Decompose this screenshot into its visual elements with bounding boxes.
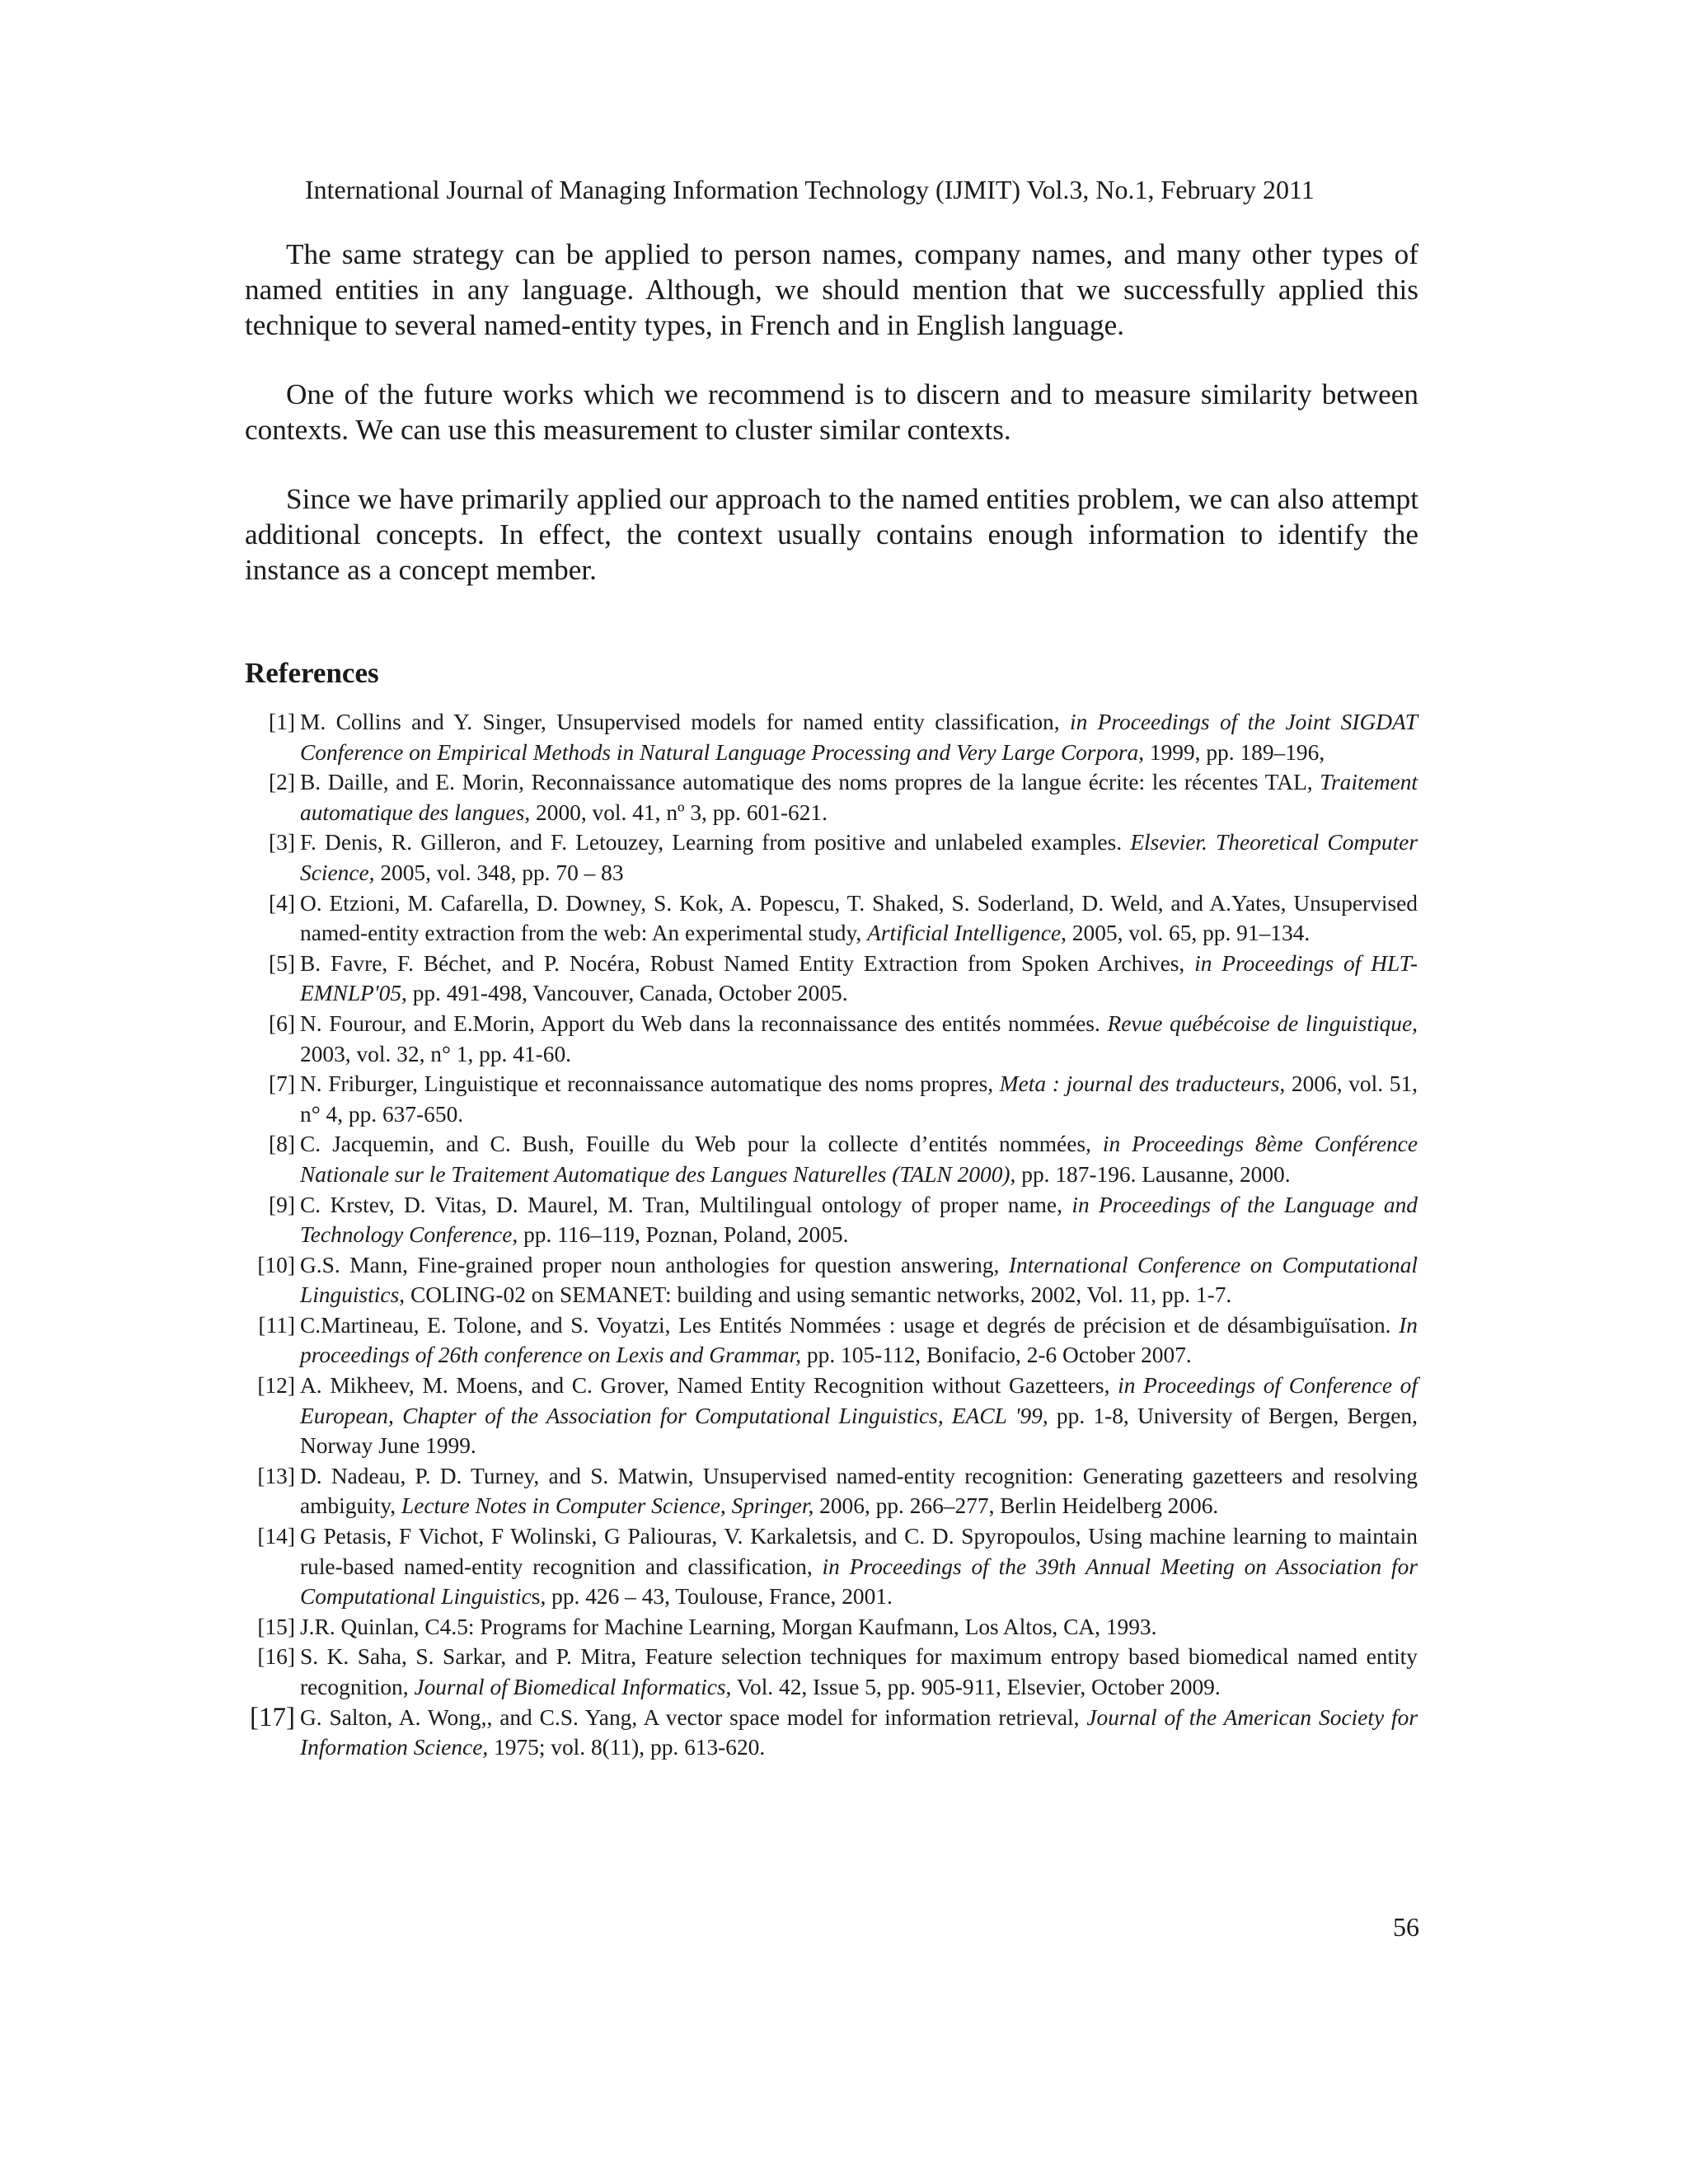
reference-item: [0, 949, 1418, 1009]
reference-details: , 2000, vol. 41, nº 3, pp. 601-621.: [524, 799, 828, 825]
paragraph-text: Since we have primarily applied our approach to the named entities problem, we can also attempt additional concepts. In effect, the context usually contains enough information to identify the instance as a concept member.: [245, 483, 1418, 586]
reference-number: [3]: [269, 830, 295, 855]
reference-details: , 2005, vol. 65, pp. 91–134.: [1061, 921, 1311, 946]
reference-venue: Traitement automatique des langues: [300, 770, 1418, 825]
reference-item: [0, 1129, 1418, 1189]
reference-text: O. Etzioni, M. Cafarella, D. Downey, S. Kok, A. Popescu, T. Shaked, S. Soderland, D. Weld, and A.Yates, Unsupervised named-entity extraction from the web: An experimental study,: [300, 890, 1418, 946]
reference-item: [0, 1250, 1418, 1310]
reference-item: [0, 1310, 1418, 1371]
reference-number: [4]: [269, 890, 295, 916]
reference-item: [0, 1190, 1418, 1250]
reference-number: [11]: [258, 1312, 295, 1338]
paragraph-text: One of the future works which we recommend is to discern and to measure similarity between contexts. We can use this measurement to cluster similar contexts.: [245, 378, 1418, 446]
page-number: 56: [1393, 1912, 1419, 1942]
reference-details: pp. 105-112, Bonifacio, 2-6 October 2007.: [801, 1343, 1192, 1368]
reference-details: , Vol. 42, Issue 5, pp. 905-911, Elsevier, October 2009.: [725, 1675, 1221, 1699]
reference-text: F. Denis, R. Gilleron, and F. Letouzey, Learning from positive and unlabeled examples.: [300, 830, 1131, 855]
reference-venue: Meta : journal des traducteurs,: [999, 1071, 1286, 1097]
reference-details: pp. 1-8, University of Bergen, Bergen, Norway June 1999.: [300, 1403, 1418, 1459]
reference-text: A. Mikheev, M. Moens, and C. Grover, Named Entity Recognition without Gazetteers,: [300, 1373, 1118, 1399]
reference-number: [1]: [269, 710, 295, 734]
reference-text: B. Favre, F. Béchet, and P. Nocéra, Robust Named Entity Extraction from Spoken Archives,: [300, 950, 1195, 976]
reference-text: M. Collins and Y. Singer, Unsupervised models for named entity classification,: [300, 710, 1070, 734]
reference-text: S. K. Saha, S. Sarkar, and P. Mitra, Feature selection techniques for maximum entropy based biomedical named entity recognition,: [300, 1644, 1418, 1699]
reference-text: B. Daille, and E. Morin, Reconnaissance automatique des noms propres de la langue écrite: les récentes TAL,: [300, 770, 1320, 795]
reference-item: [0, 1371, 1418, 1461]
reference-venue: Artificial Intelligence: [867, 921, 1062, 946]
reference-number: [10]: [257, 1252, 295, 1277]
reference-item: [0, 888, 1418, 949]
reference-item: [0, 707, 1418, 767]
reference-text: C.Martineau, E. Tolone, and S. Voyatzi, Les Entités Nommées : usage et degrés de précision et de désambiguïsation.: [300, 1312, 1400, 1338]
reference-item: [0, 1009, 1418, 1069]
reference-venue: , in Proceedings 8ème Conférence Nationale sur le Traitement Automatique des Langues Naturelles (TALN 2000): [300, 1132, 1418, 1187]
reference-venue: Journal of the American Society for Information Science,: [300, 1704, 1418, 1760]
reference-details: 2005, vol. 348, pp. 70 – 83: [374, 860, 624, 885]
reference-text: G Petasis, F Vichot, F Wolinski, G Paliouras, V. Karkaletsis, and C. D. Spyropoulos, Using machine learning to maintain rule-based named-entity recognition and classification,: [300, 1524, 1418, 1579]
body-paragraph: [245, 237, 1418, 343]
reference-text: N. Friburger, Linguistique et reconnaissance automatique des noms propres,: [300, 1071, 1000, 1097]
reference-item: [0, 767, 1418, 827]
reference-number: [9]: [269, 1192, 295, 1217]
reference-details: 2003, vol. 32, n° 1, pp. 41-60.: [300, 1041, 571, 1066]
reference-item: [0, 827, 1418, 888]
body-paragraph: [245, 481, 1418, 588]
reference-text: G. Salton, A. Wong,, and C.S. Yang, A vector space model for information retrieval,: [300, 1704, 1087, 1730]
reference-number: [15]: [257, 1614, 295, 1639]
reference-details: , 1999, pp. 189–196,: [1138, 739, 1325, 765]
reference-venue: Lecture Notes in Computer Science, Springer,: [401, 1493, 814, 1519]
reference-venue: in Proceedings of Conference of European, Chapter of the Association for Computational Linguistics, EACL '99,: [300, 1373, 1418, 1428]
reference-text: D. Nadeau, P. D. Turney, and S. Matwin, Unsupervised named-entity recognition: Generating gazetteers and resolving ambiguity,: [300, 1463, 1418, 1519]
reference-details: pp. 116–119, Poznan, Poland, 2005.: [518, 1222, 849, 1248]
reference-venue: in Proceedings of HLT-EMNLP'05: [300, 950, 1418, 1006]
reference-number: [8]: [269, 1132, 295, 1157]
reference-details: s, pp. 426 – 43, Toulouse, France, 2001.: [531, 1584, 893, 1610]
reference-number: [12]: [257, 1373, 295, 1399]
reference-text: J.R. Quinlan, C4.5: Programs for Machine Learning, Morgan Kaufmann, Los Altos, CA, 1993.: [300, 1614, 1157, 1639]
reference-venue: International Conference on Computational Linguistics: [300, 1252, 1418, 1308]
journal-running-head: International Journal of Managing Information Technology (IJMIT) Vol.3, No.1, February 2011: [305, 175, 1315, 204]
reference-number: [13]: [257, 1463, 295, 1488]
paragraph-text: The same strategy can be applied to person names, company names, and many other types of named entities in any language. Although, we should mention that we successfully applied this technique to several named-entity types, in French and in English language.: [245, 238, 1418, 341]
reference-text: C. Krstev, D. Vitas, D. Maurel, M. Tran, Multilingual ontology of proper name,: [300, 1192, 1072, 1217]
reference-text: N. Fourour, and E.Morin, Apport du Web dans la reconnaissance des entités nommées.: [300, 1010, 1108, 1036]
reference-number: [7]: [269, 1071, 295, 1097]
references-heading: References: [245, 657, 379, 689]
reference-text: C. Jacquemin, and C. Bush, Fouille du Web pour la collecte d’entités nommées: [300, 1132, 1086, 1157]
reference-details: , pp. 491-498, Vancouver, Canada, October 2005.: [401, 981, 848, 1006]
reference-details: , COLING-02 on SEMANET: building and using semantic networks, 2002, Vol. 11, pp. 1-7.: [399, 1282, 1232, 1308]
reference-number: [14]: [257, 1524, 295, 1549]
reference-item: [0, 1521, 1418, 1612]
reference-number: [6]: [269, 1010, 295, 1036]
reference-list: [0, 707, 1688, 1763]
reference-number: [5]: [269, 950, 295, 976]
reference-venue: In proceedings of 26th conference on Lexis and Grammar,: [300, 1312, 1418, 1368]
reference-details: , pp. 187-196. Lausanne, 2000.: [1010, 1161, 1291, 1187]
body-paragraph: [245, 377, 1418, 448]
reference-venue: Elsevier. Theoretical Computer Science,: [300, 830, 1418, 885]
reference-venue: Journal of Biomedical Informatics: [414, 1675, 726, 1699]
reference-details: 2006, vol. 51, n° 4, pp. 637-650.: [300, 1071, 1418, 1127]
reference-venue: Revue québécoise de linguistique,: [1107, 1010, 1418, 1036]
reference-details: 2006, pp. 266–277, Berlin Heidelberg 2006.: [814, 1493, 1219, 1519]
reference-venue: in Proceedings of the Joint SIGDAT Conference on Empirical Methods in Natural Language Processing and Very Large Corpora: [300, 710, 1418, 765]
reference-text: G.S. Mann, Fine-grained proper noun anthologies for question answering,: [300, 1252, 1009, 1277]
reference-item: [0, 1461, 1418, 1521]
reference-item: [0, 1703, 1418, 1763]
reference-number: [16]: [257, 1644, 295, 1670]
reference-venue: in Proceedings of the Language and Technology Conference,: [300, 1192, 1418, 1248]
reference-details: 1975; vol. 8(11), pp. 613-620.: [488, 1735, 766, 1760]
reference-item: [0, 1642, 1418, 1702]
reference-number: [17]: [250, 1702, 295, 1732]
reference-item: [0, 1612, 1418, 1643]
reference-number: [2]: [269, 770, 295, 795]
reference-item: [0, 1069, 1418, 1129]
reference-venue: in Proceedings of the 39th Annual Meeting on Association for Computational Linguistic: [300, 1554, 1418, 1610]
